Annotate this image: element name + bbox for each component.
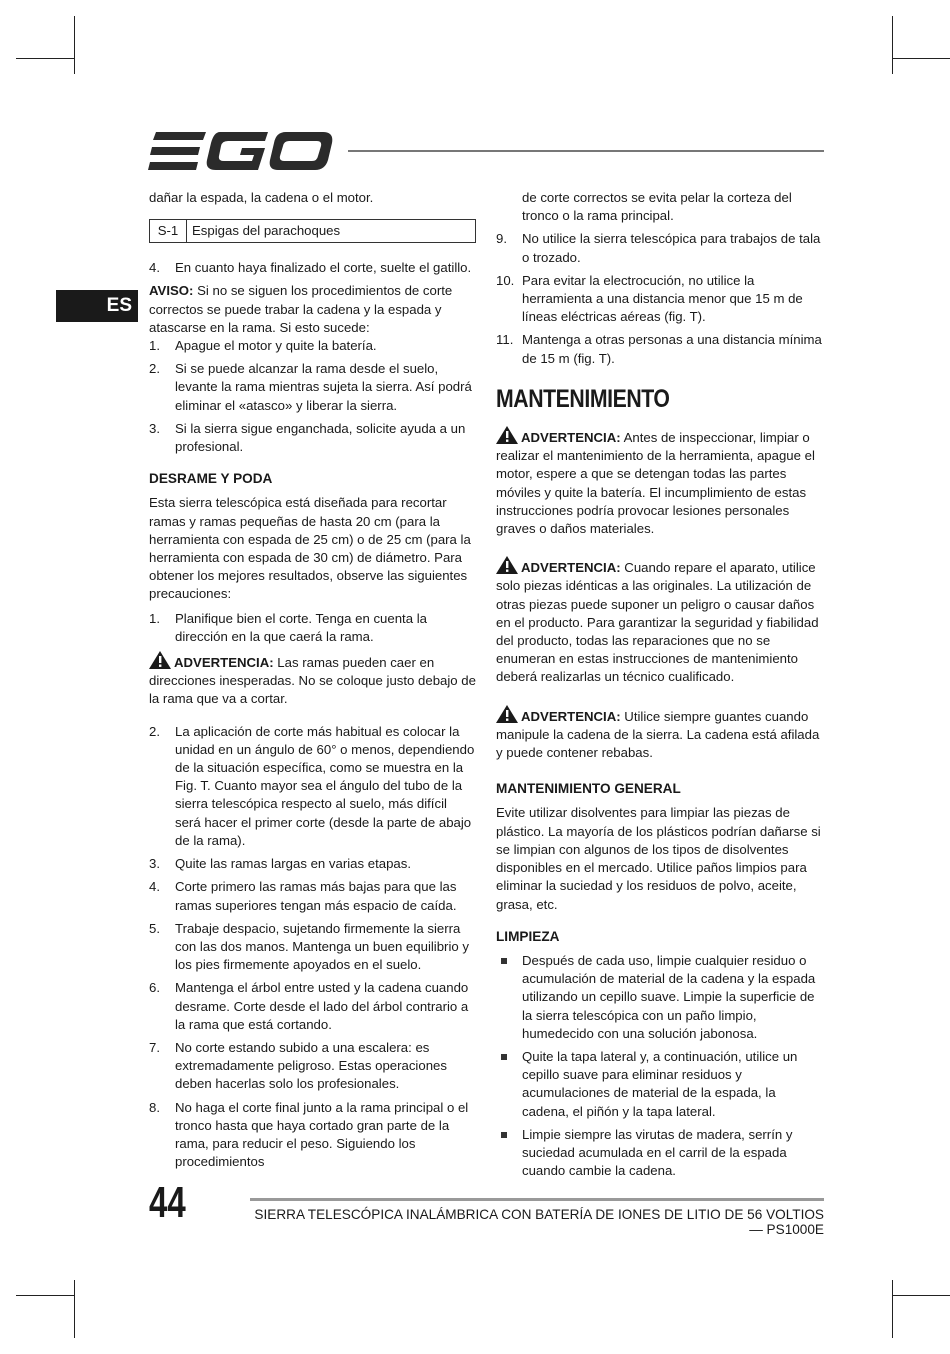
right-column bbox=[496, 189, 824, 1185]
list-item bbox=[496, 1126, 824, 1181]
list-text: Apague el motor y quite la batería. bbox=[175, 338, 377, 354]
warning bbox=[149, 651, 476, 709]
list-text: Trabaje despacio, sujetando firmemente la sierra con las dos manos. Mantenga un buen equilibrio y los pies firmemente apoyados en el suelo. bbox=[175, 920, 469, 973]
list-text: Mantenga el árbol entre usted y la cadena cuando desrame. Corte desde el lado del árbol contrario a la rama que está cortando. bbox=[175, 980, 469, 1032]
list-text: Corte primero las ramas más bajas para que las ramas superiores tengan más espacio de caída. bbox=[175, 879, 457, 913]
continuation-text: de corte correctos se evita pelar la corteza del tronco o la rama principal. bbox=[522, 190, 792, 224]
warning-icon bbox=[496, 556, 518, 574]
bullet-icon bbox=[501, 1132, 507, 1138]
list-number: 8. bbox=[149, 1099, 160, 1115]
list-text: Planifique bien el corte. Tenga en cuenta la dirección en la que caerá la rama. bbox=[175, 610, 427, 644]
warning-icon bbox=[149, 651, 171, 669]
list-item bbox=[149, 420, 476, 456]
ref-label: Espigas del parachoques bbox=[187, 220, 476, 243]
list-text: No utilice la sierra telescópica para trabajos de tala o trozado. bbox=[522, 231, 821, 265]
pruning-step-list bbox=[149, 610, 476, 646]
bullet-icon bbox=[501, 1054, 507, 1060]
section-heading-cleaning: LIMPIEZA bbox=[496, 928, 560, 944]
crop-mark bbox=[892, 16, 893, 74]
warning-label: ADVERTENCIA: bbox=[521, 708, 621, 724]
list-text: Limpie siempre las virutas de madera, serrín y suciedad acumulada en el carril de la espada cuando cambie la cadena. bbox=[522, 1126, 793, 1179]
notice bbox=[149, 282, 476, 337]
section-heading-general: MANTENIMIENTO GENERAL bbox=[496, 781, 681, 797]
list-item bbox=[149, 610, 476, 646]
footer-title: SIERRA TELESCÓPICA INALÁMBRICA CON BATERÍA DE IONES DE LITIO DE 56 VOLTIOS— PS1000E bbox=[254, 1207, 824, 1237]
list-item bbox=[149, 360, 476, 415]
warning bbox=[496, 556, 824, 686]
list-item bbox=[496, 331, 824, 367]
list-number: 6. bbox=[149, 980, 160, 996]
list-text: Si la sierra sigue enganchada, solicite ayuda a un profesional. bbox=[175, 420, 466, 455]
warning bbox=[496, 705, 824, 763]
footer-rule bbox=[250, 1198, 824, 1201]
list-number: 1. bbox=[149, 338, 160, 354]
warning-icon bbox=[496, 426, 518, 444]
list-item bbox=[496, 230, 824, 266]
list-item bbox=[496, 952, 824, 1043]
list-text: Quite las ramas largas en varias etapas. bbox=[175, 856, 412, 872]
reference-table bbox=[149, 219, 476, 243]
list-item bbox=[149, 1039, 476, 1094]
step-list bbox=[496, 230, 824, 367]
notice-text: Si no se siguen los procedimientos de corte correctos se puede trabar la cadena y la espada y atascarse en la rama. Si esto sucede: bbox=[149, 283, 453, 335]
list-number: 3. bbox=[149, 420, 160, 436]
list-text: No haga el corte final junto a la rama principal o el tronco hasta que haya cortado gran parte de la rama, para reducir el peso. Siguiendo los procedimientos bbox=[175, 1099, 469, 1170]
crop-mark bbox=[892, 1295, 950, 1296]
left-column bbox=[149, 189, 476, 1176]
list-text: Si se puede alcanzar la rama desde el suelo, levante la rama mientras sujeta la sierra. Así podrá eliminar el «atasco» y liberar la sierra. bbox=[175, 361, 472, 413]
list-number: 2. bbox=[149, 361, 160, 377]
list-text: Mantenga a otras personas a una distancia mínima de 15 m (fig. T). bbox=[522, 332, 822, 366]
crop-mark bbox=[74, 16, 75, 74]
warning bbox=[496, 426, 824, 538]
page-number: 44 bbox=[149, 1178, 186, 1227]
list-text: Para evitar la electrocución, no utilice la herramienta a una distancia menor que 15 m de líneas eléctricas aéreas (fig. T). bbox=[522, 272, 803, 325]
warning-label: ADVERTENCIA: bbox=[174, 655, 274, 671]
list-number: 11. bbox=[496, 332, 514, 348]
list-number: 2. bbox=[149, 723, 160, 739]
list-number: 1. bbox=[149, 610, 160, 626]
bullet-icon bbox=[501, 958, 507, 964]
ref-code: S-1 bbox=[150, 220, 187, 243]
list-item bbox=[149, 855, 476, 873]
warning-text: Utilice siempre guantes cuando manipule la cadena de la sierra. La cadena está afilada y puede contener rebabas. bbox=[496, 708, 820, 761]
intro-text: dañar la espada, la cadena o el motor. bbox=[149, 190, 374, 205]
notice-label: AVISO: bbox=[149, 283, 194, 299]
pruning-intro: Esta sierra telescópica está diseñada para recortar ramas y ramas pequeñas de hasta 20 cm (para la herramienta con espada de 25 cm) o de 25 cm (para la herramienta con espada de 30 cm) de diámetro. Para obtener los mejores resultados, observe las siguientes precauciones: bbox=[149, 495, 471, 602]
list-item bbox=[149, 1099, 476, 1172]
list-item bbox=[149, 979, 476, 1034]
list-number: 7. bbox=[149, 1039, 160, 1055]
warning-text: Antes de inspeccionar, limpiar o realizar el mantenimiento de la herramienta, apague el motor, espere a que se detengan todas las partes móviles y quite la batería. El incumplimiento de estas instrucciones podría provocar lesiones personales graves o daños materiales. bbox=[496, 430, 815, 537]
warning-text: Cuando repare el aparato, utilice solo piezas idénticas a las originales. La utilización de otras piezas puede suponer un peligro o causar daños en el producto. Para garantizar la seguridad y fiabilidad del producto, todas las reparaciones que no se enumeran en estas instrucciones de mantenimiento deberá realizarlas un técnico cualificado. bbox=[496, 560, 819, 685]
list-number: 9. bbox=[496, 231, 507, 247]
warning-icon bbox=[496, 705, 518, 723]
language-tab: ES bbox=[56, 290, 138, 322]
ego-logo bbox=[148, 130, 333, 172]
list-item bbox=[496, 1048, 824, 1121]
list-text: En cuanto haya finalizado el corte, suelte el gatillo. bbox=[175, 260, 472, 276]
crop-mark bbox=[74, 1280, 75, 1338]
pruning-steps-list bbox=[149, 723, 476, 1172]
list-item bbox=[149, 920, 476, 975]
list-item bbox=[149, 337, 476, 355]
list-number: 10. bbox=[496, 272, 515, 288]
list-item bbox=[496, 272, 824, 327]
list-text: La aplicación de corte más habitual es colocar la unidad en un ángulo de 60° o menos, dependiendo de la situación específica, como se muestra en la Fig. T. Cuanto mayor sea el ángulo del tubo de la sierra telescópica respecto al suelo, más difícil será hacer el primer corte (desde la parte de abajo de la rama). bbox=[175, 723, 475, 848]
crop-mark bbox=[16, 58, 74, 59]
list-number: 4. bbox=[149, 260, 160, 276]
list-item bbox=[149, 723, 476, 850]
list-text: No corte estando subido a una escalera: es extremadamente peligroso. Estas operaciones deben hacerlas solo los profesionales. bbox=[175, 1039, 447, 1092]
general-text: Evite utilizar disolventes para limpiar las piezas de plástico. La mayoría de los plásticos podrían dañarse si se limpian con algunos de los tipos de disolventes disponibles en el mercado. Utilice paños limpios para eliminar la suciedad y los residuos de polvo, aceite, grasa, etc. bbox=[496, 805, 821, 912]
crop-mark bbox=[892, 1280, 893, 1338]
crop-mark bbox=[16, 1295, 74, 1296]
crop-mark bbox=[892, 58, 950, 59]
section-heading-maintenance: MANTENIMIENTO bbox=[496, 384, 670, 413]
warning-label: ADVERTENCIA: bbox=[521, 430, 621, 446]
list-text: Después de cada uso, limpie cualquier residuo o acumulación de material de la cadena y la espada utilizando un cepillo suave. Limpie la superficie de la sierra telescópica con un paño limpio, humedecido con una solución jabonosa. bbox=[522, 952, 816, 1041]
list-item bbox=[149, 259, 476, 277]
cleaning-list bbox=[496, 952, 824, 1180]
step-list bbox=[149, 259, 476, 277]
list-text: Quite la tapa lateral y, a continuación, utilice un cepillo suave para eliminar residuos y acumulaciones de material de la espada, la cadena, el piñón y la tapa lateral. bbox=[522, 1048, 798, 1119]
jam-steps-list bbox=[149, 337, 476, 456]
table-row bbox=[150, 220, 476, 243]
list-number: 4. bbox=[149, 879, 160, 895]
header-rule bbox=[348, 150, 824, 152]
list-number: 3. bbox=[149, 856, 160, 872]
warning-text: Las ramas pueden caer en direcciones inesperadas. No se coloque justo debajo de la rama que va a cortar. bbox=[149, 655, 476, 707]
warning-label: ADVERTENCIA: bbox=[521, 560, 621, 576]
list-item bbox=[149, 878, 476, 914]
list-number: 5. bbox=[149, 920, 160, 936]
section-heading-pruning: DESRAME Y PODA bbox=[149, 471, 273, 487]
